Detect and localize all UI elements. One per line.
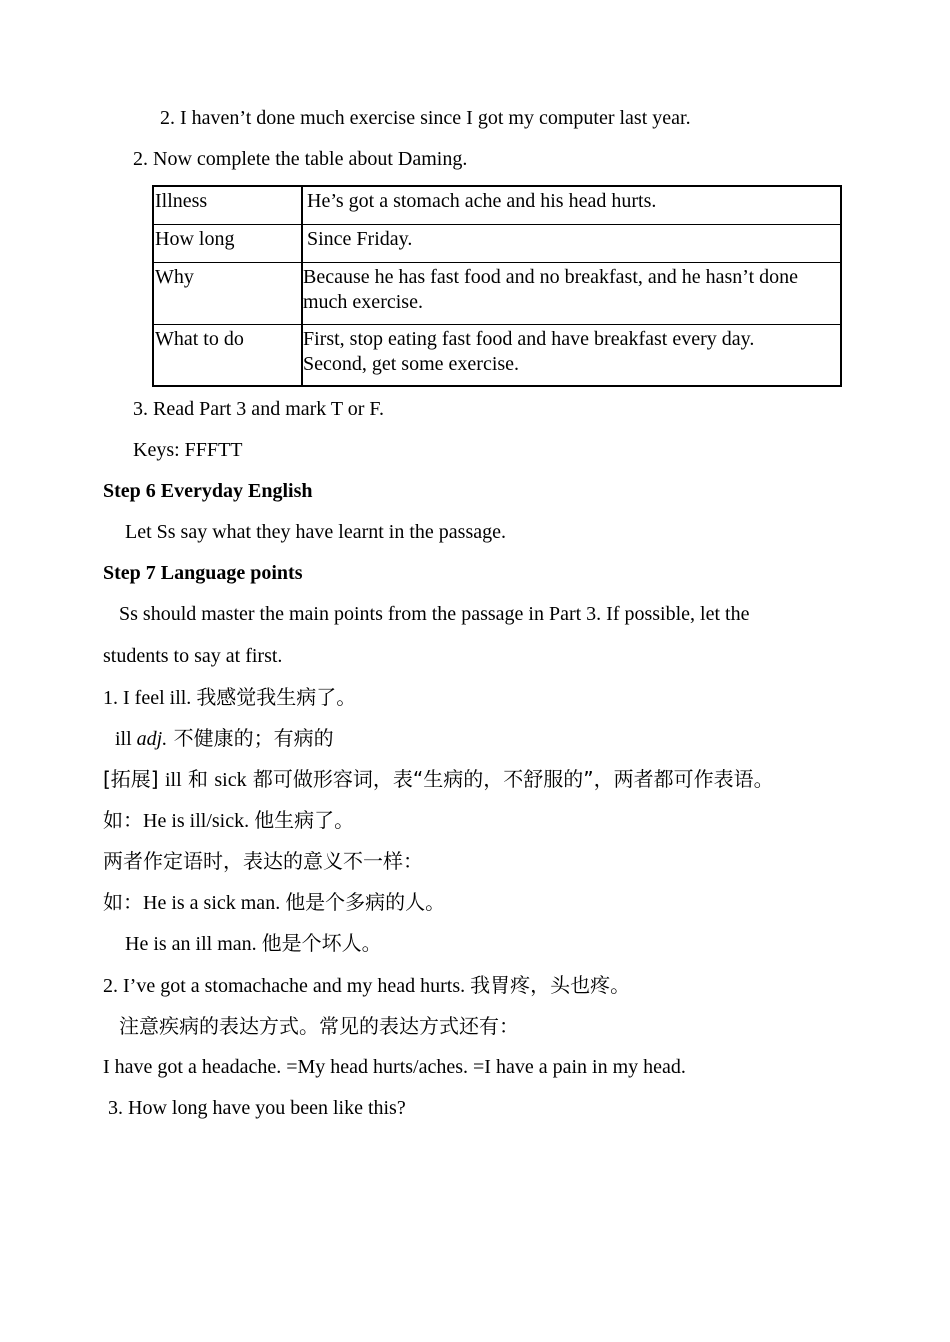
example-1: [103, 808, 354, 833]
point-1-en: 1. I feel ill.: [103, 687, 197, 709]
example-1-zh: 他生病了。: [254, 808, 355, 832]
example-3-zh: 他是个坏人。: [261, 931, 382, 955]
daming-table: [152, 185, 842, 387]
table-value-what-to-do: [302, 324, 841, 386]
point-2-line: [103, 973, 630, 998]
task-3-instruction: 3. Read Part 3 and mark T or F.: [133, 398, 384, 420]
table-value-how-long: Since Friday.: [302, 224, 841, 262]
table-row: [153, 224, 841, 262]
extension-text: 都可做形容词，表“生病的，不舒服的”，两者都可作表语。: [246, 767, 774, 791]
example-2: [103, 890, 445, 915]
extension-ill: ill: [164, 769, 182, 791]
table-label-how-long: How long: [153, 224, 302, 262]
extension-and: 和: [181, 767, 215, 791]
table-row: [153, 262, 841, 324]
point-1-zh: 我感觉我生病了。: [196, 685, 357, 709]
example-3-en: He is an ill man.: [125, 933, 262, 955]
extension-label: [拓展]: [103, 767, 165, 791]
point-3-line: 3. How long have you been like this?: [108, 1097, 406, 1119]
ill-meaning: 不健康的；有病的: [167, 726, 334, 750]
headache-expressions: I have got a headache. =My head hurts/aches. =I have a pain in my head.: [103, 1056, 686, 1078]
ill-pos: adj.: [136, 728, 168, 750]
point-2-en: 2. I’ve got a stomachache and my head hurts.: [103, 975, 471, 997]
table-label-illness: Illness: [153, 186, 302, 224]
point-2-zh: 我胃疼，头也疼。: [470, 973, 631, 997]
attributive-note: 两者作定语时，表达的意义不一样：: [103, 849, 423, 873]
table-value-why: Because he has fast food and no breakfast, and he hasn’t done much exercise.: [302, 262, 841, 324]
point-1-line: [103, 685, 356, 710]
illness-expression-note: 注意疾病的表达方式。常见的表达方式还有：: [119, 1014, 519, 1038]
table-value-illness: He’s got a stomach ache and his head hurts.: [302, 186, 841, 224]
example-2-en: He is a sick man.: [143, 892, 286, 914]
table-label-why: Why: [153, 262, 302, 324]
step-7-text-2: students to say at first.: [103, 645, 283, 667]
exercise-sentence: 2. I haven’t done much exercise since I got my computer last year.: [160, 107, 691, 129]
example-2-prefix: 如：: [103, 890, 143, 914]
extension-note: [103, 767, 774, 792]
step-6-heading: Step 6 Everyday English: [103, 480, 313, 502]
ill-word: ill: [115, 728, 137, 750]
table-row: [153, 186, 841, 224]
what-to-do-line-1: First, stop eating fast food and have breakfast every day.: [303, 327, 755, 350]
example-1-en: He is ill/sick.: [143, 810, 255, 832]
step-6-text: Let Ss say what they have learnt in the passage.: [125, 521, 506, 543]
example-3: [125, 931, 382, 956]
example-1-prefix: 如：: [103, 808, 143, 832]
keys-line: Keys: FFFTT: [133, 439, 243, 461]
table-label-what-to-do: What to do: [153, 324, 302, 386]
ill-definition: [115, 726, 334, 751]
step-7-heading: Step 7 Language points: [103, 562, 303, 584]
what-to-do-line-2: Second, get some exercise.: [303, 352, 520, 375]
task-2-instruction: 2. Now complete the table about Daming.: [133, 148, 468, 170]
example-2-zh: 他是个多病的人。: [285, 890, 446, 914]
extension-sick: sick: [214, 769, 247, 791]
table-row: [153, 324, 841, 386]
step-7-text-1: Ss should master the main points from the passage in Part 3. If possible, let the: [119, 603, 750, 625]
